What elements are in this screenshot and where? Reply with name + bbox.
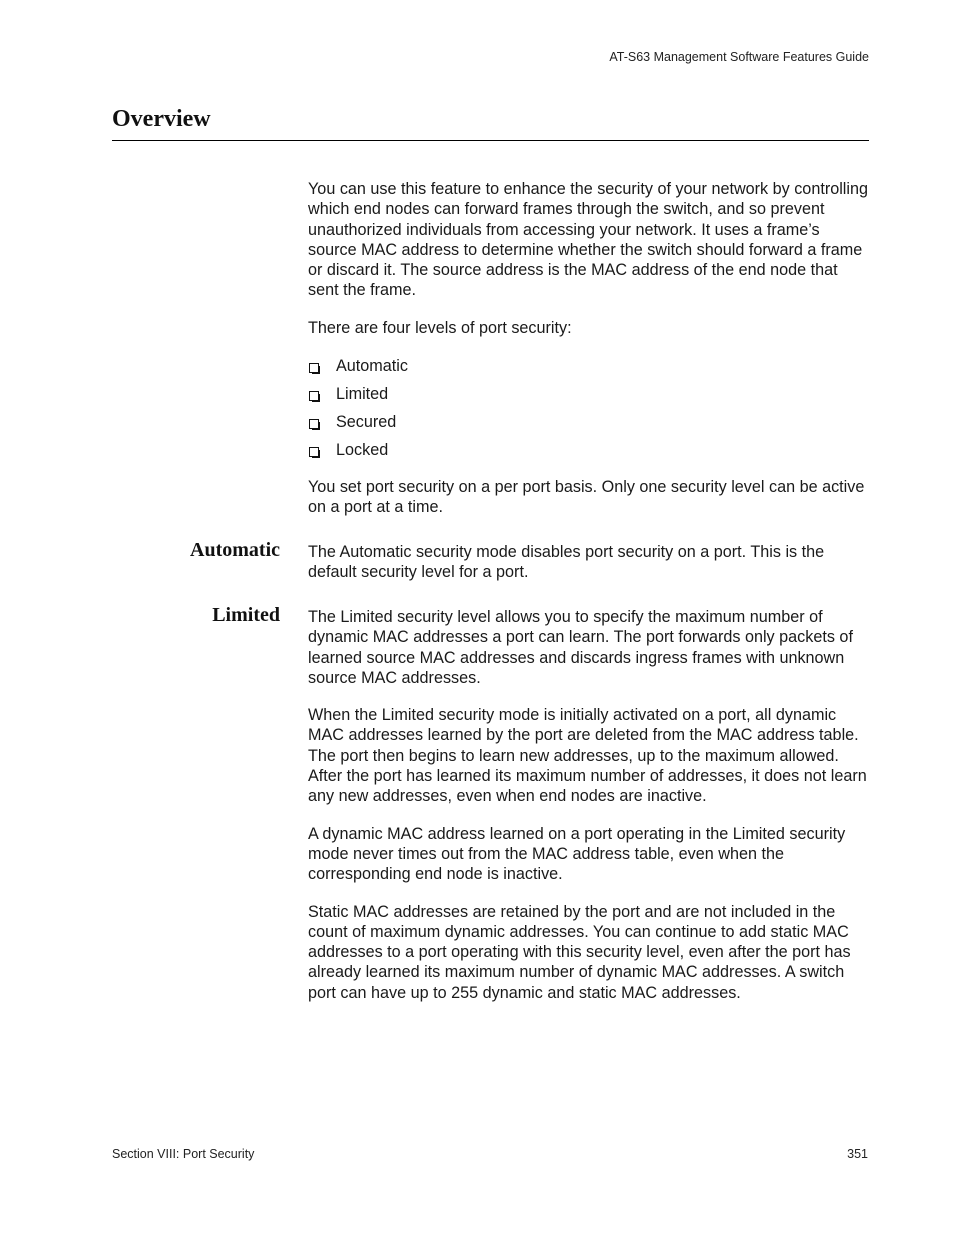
list-item bbox=[308, 440, 870, 468]
footer-section-label: Section VIII: Port Security bbox=[112, 1147, 255, 1161]
per-port-paragraph: You set port security on a per port basis. Only one security level can be active on a port at a time. bbox=[308, 478, 865, 517]
title-divider bbox=[112, 140, 869, 141]
list-item bbox=[308, 412, 870, 440]
list-item bbox=[308, 384, 870, 412]
checkbox-bullet-icon bbox=[309, 363, 319, 373]
list-item bbox=[308, 356, 870, 384]
intro-paragraph: You can use this feature to enhance the security of your network by controlling which end nodes can forward frames through the switch, and so prevent unauthorized individuals from accessing your network. It uses a frame’s source MAC address to determine whether the switch should forward a frame or discard it. The source address is the MAC address of the end node that sent the frame. bbox=[308, 180, 869, 300]
list-item-label: Automatic bbox=[336, 357, 408, 376]
intro-section bbox=[308, 179, 870, 518]
security-levels-list bbox=[308, 356, 870, 468]
limited-paragraph-1: The Limited security level allows you to specify the maximum number of dynamic MAC addresses a port can learn. The port forwards only packets of learned source MAC addresses and discards ingress frames with unknown source MAC addresses. bbox=[308, 608, 853, 687]
automatic-section bbox=[308, 542, 870, 583]
list-item-label: Limited bbox=[336, 385, 389, 404]
checkbox-bullet-icon bbox=[309, 391, 319, 401]
list-item-label: Locked bbox=[336, 441, 389, 460]
limited-paragraph-3: A dynamic MAC address learned on a port operating in the Limited security mode never times out from the MAC address table, even when the corresponding end node is inactive. bbox=[308, 824, 846, 884]
automatic-heading: Automatic bbox=[190, 539, 280, 561]
document-header-title: AT-S63 Management Software Features Guide bbox=[609, 50, 869, 64]
levels-intro-paragraph: There are four levels of port security: bbox=[308, 318, 572, 337]
limited-section bbox=[308, 607, 870, 1003]
limited-heading: Limited bbox=[212, 604, 280, 626]
automatic-paragraph: The Automatic security mode disables port security on a port. This is the default security level for a port. bbox=[308, 543, 825, 582]
page-title: Overview bbox=[112, 106, 211, 132]
checkbox-bullet-icon bbox=[309, 419, 319, 429]
footer-page-number: 351 bbox=[847, 1147, 868, 1161]
limited-paragraph-2: When the Limited security mode is initially activated on a port, all dynamic MAC addresses learned by the port are deleted from the MAC address table. The port then begins to learn new addresses, up to the maximum allowed. After the port has learned its maximum number of addresses, it does not learn any new addresses, even when end nodes are inactive. bbox=[308, 706, 867, 806]
list-item-label: Secured bbox=[336, 413, 397, 432]
limited-paragraph-4: Static MAC addresses are retained by the port and are not included in the count of maximum dynamic addresses. You can continue to add static MAC addresses to a port operating with this security level, even after the port has already learned its maximum number of dynamic MAC addresses. A switch port can have up to 255 dynamic and static MAC addresses. bbox=[308, 902, 851, 1002]
checkbox-bullet-icon bbox=[309, 447, 319, 457]
